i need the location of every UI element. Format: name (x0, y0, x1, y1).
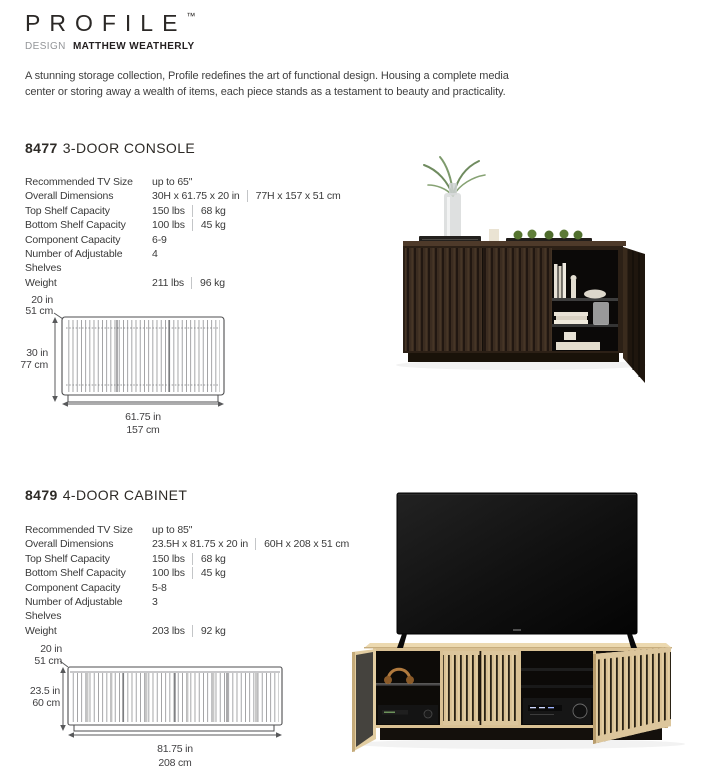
description-line: A stunning storage collection, Profile redefines the art of functional design. Housing a complete media (25, 70, 509, 82)
spec-value (152, 595, 158, 624)
spec-value (152, 581, 167, 595)
height-dimension-line (52, 317, 58, 402)
table-row (25, 523, 355, 537)
spec-value (152, 233, 167, 247)
height-label-cm: 60 cm (32, 697, 60, 709)
spec-label: Component Capacity (25, 581, 121, 594)
spec-metric: 77H x 157 x 51 cm (247, 190, 341, 202)
cabinet-base (74, 725, 274, 731)
table-row (25, 247, 355, 276)
left-open-door (352, 649, 376, 752)
open-compartment (552, 250, 618, 351)
spec-table-8477 (25, 175, 355, 290)
trademark-symbol: ™ (186, 11, 196, 21)
left-open-compartment (376, 651, 440, 725)
product-name: 3-DOOR CONSOLE (62, 140, 196, 156)
spec-imperial: 150 lbs (152, 552, 185, 565)
spec-label: Weight (25, 624, 57, 637)
tv-brand-mark (513, 629, 521, 631)
spec-label: Overall Dimensions (25, 190, 114, 203)
designer-name: MATTHEW WEATHERLY (72, 41, 195, 52)
floor-shadow (355, 739, 685, 749)
spec-label: Top Shelf Capacity (25, 552, 110, 565)
spec-label: Component Capacity (25, 233, 121, 246)
cabinet-plinth (408, 353, 619, 362)
page-title (25, 10, 195, 37)
spec-metric: 45 kg (192, 219, 226, 231)
width-label-cm: 208 cm (158, 757, 192, 769)
spec-value (152, 566, 226, 580)
spec-imperial: 5-8 (152, 581, 167, 594)
product-heading-8477 (25, 140, 195, 156)
table-row (25, 218, 355, 232)
description-line: center or storing away a wealth of items, each piece stands as a testament to beauty and practicality. (25, 85, 506, 98)
center-open-compartment (521, 651, 593, 725)
louvered-doors (405, 248, 552, 351)
product-model: 8477 (25, 140, 58, 156)
spec-value (152, 276, 225, 290)
collection-description (25, 69, 585, 100)
spec-label: Weight (25, 276, 57, 289)
table-row (25, 581, 355, 595)
spec-metric: 96 kg (191, 277, 225, 289)
spec-imperial: 100 lbs (152, 219, 185, 232)
width-label-in: 61.75 in (125, 411, 161, 423)
height-label-in: 30 in (26, 347, 48, 359)
width-dimension-line (68, 732, 282, 738)
product-name: 4-DOOR CABINET (62, 487, 188, 503)
spec-imperial: 203 lbs (152, 624, 185, 637)
spec-value (152, 537, 349, 551)
table-row (25, 175, 355, 189)
table-row (25, 624, 355, 638)
spec-metric: 68 kg (192, 553, 226, 565)
spec-label: Top Shelf Capacity (25, 204, 110, 217)
table-row (25, 276, 355, 290)
media-cabinet (352, 643, 672, 752)
spec-label: Overall Dimensions (25, 538, 114, 551)
product-model: 8479 (25, 487, 58, 503)
spec-metric: 60H x 208 x 51 cm (255, 538, 349, 550)
table-row (25, 204, 355, 218)
spec-imperial: 6-9 (152, 233, 167, 246)
spec-label: Recommended TV Size (25, 524, 133, 536)
spec-value (152, 218, 226, 232)
spec-value (152, 523, 192, 537)
spec-value (152, 247, 158, 276)
spec-value (152, 552, 226, 566)
spec-value (152, 189, 341, 203)
flat-screen-tv (397, 493, 637, 648)
spec-imperial: 150 lbs (152, 204, 185, 217)
spec-imperial: up to 85" (152, 524, 193, 536)
cabinet-top-surface (403, 241, 626, 246)
spec-metric: 45 kg (192, 567, 226, 579)
volume-knob (573, 704, 587, 718)
collection-name: PROFILE (25, 10, 187, 36)
product-heading-8479 (25, 487, 187, 503)
console-cabinet (403, 241, 645, 383)
spec-metric: 92 kg (192, 625, 226, 637)
table-row (25, 595, 355, 624)
dimension-diagram-8479 (14, 638, 314, 778)
spec-table-8479 (25, 523, 355, 638)
spec-imperial: 100 lbs (152, 567, 185, 580)
glass-vase (444, 183, 461, 242)
table-row (25, 233, 355, 247)
cabinet-base (68, 395, 218, 402)
depth-label-in: 20 in (31, 294, 53, 306)
depth-label-cm: 51 cm (25, 305, 53, 317)
design-label: DESIGN (25, 41, 66, 52)
spec-label: Number of Adjustable Shelves (25, 596, 123, 623)
spec-imperial: 4 (152, 248, 158, 261)
spec-label: Number of Adjustable Shelves (25, 248, 123, 275)
spec-imperial: 211 lbs (152, 276, 185, 289)
spec-label: Bottom Shelf Capacity (25, 219, 126, 232)
width-label-in: 81.75 in (157, 743, 193, 755)
spec-value (152, 175, 192, 189)
height-dimension-line (60, 667, 66, 731)
height-label-cm: 77 cm (20, 359, 48, 371)
spec-imperial: 23.5H x 81.75 x 20 in (152, 538, 249, 551)
spec-imperial: up to 65" (152, 176, 193, 188)
dimension-diagram-8477 (18, 292, 258, 442)
width-label-cm: 157 cm (126, 424, 160, 436)
spec-value (152, 624, 226, 638)
spec-value (152, 204, 226, 218)
depth-label-cm: 51 cm (34, 655, 62, 667)
spec-label: Recommended TV Size (25, 176, 133, 188)
table-row (25, 189, 355, 203)
table-row (25, 552, 355, 566)
door-divider (482, 248, 484, 351)
table-row (25, 566, 355, 580)
slat-texture (66, 320, 220, 392)
designer-byline (25, 41, 195, 52)
spec-imperial: 30H x 61.75 x 20 in (152, 190, 240, 203)
product-photo-8477-console (386, 152, 716, 392)
depth-label-in: 20 in (40, 643, 62, 655)
spec-metric: 68 kg (192, 205, 226, 217)
table-row (25, 537, 355, 551)
spec-imperial: 3 (152, 596, 158, 609)
height-label-in: 23.5 in (29, 685, 60, 697)
spec-label: Bottom Shelf Capacity (25, 567, 126, 580)
louvered-doors-closed (443, 651, 518, 725)
product-photo-8479-cabinet (340, 452, 720, 777)
